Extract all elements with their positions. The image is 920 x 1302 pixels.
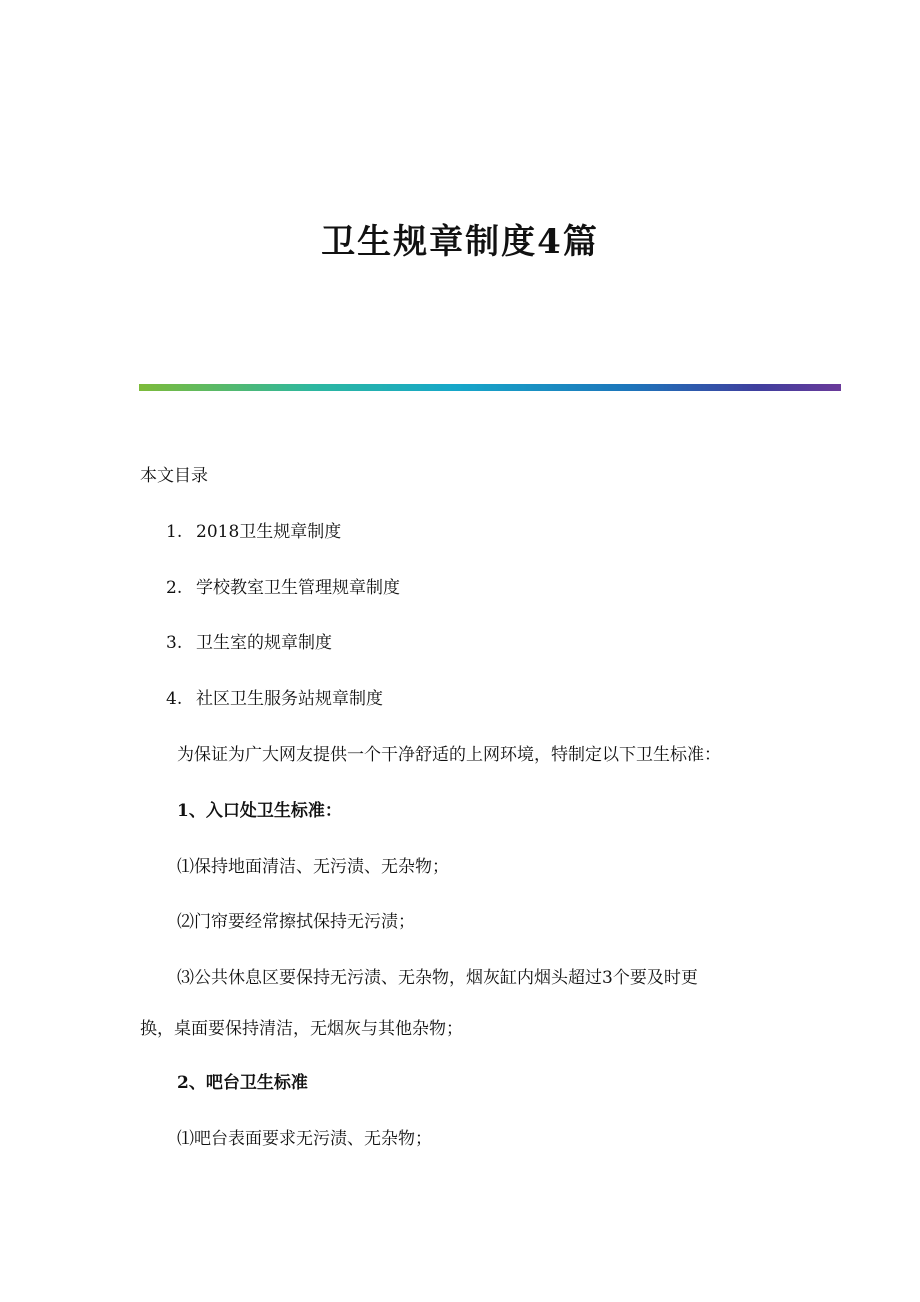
toc-item-number: 4. [166,689,183,709]
section-heading: 1、入口处卫生标准： [177,801,342,821]
body-paragraph: ⑴吧台表面要求无污渍、无杂物； [177,1129,432,1149]
toc-item-label: 社区卫生服务站规章制度 [196,689,383,709]
toc-item-label: 学校教室卫生管理规章制度 [196,578,400,598]
body-paragraph: ⑴保持地面清洁、无污渍、无杂物； [177,857,449,877]
intro-paragraph: 为保证为广大网友提供一个干净舒适的上网环境，特制定以下卫生标准： [177,745,721,765]
toc-item[interactable] [166,687,383,711]
body-paragraph: ⑶公共休息区要保持无污渍、无杂物，烟灰缸内烟头超过3个要及时更 [177,968,698,988]
toc-item-number: 3. [166,633,183,653]
gradient-divider [139,384,841,391]
body-paragraph-continuation: 换，桌面要保持清洁，无烟灰与其他杂物； [140,1019,463,1039]
toc-item-label: 卫生室的规章制度 [196,633,332,653]
toc-item[interactable] [166,631,332,655]
toc-item-label: 2018卫生规章制度 [196,522,342,542]
toc-item[interactable] [166,520,341,544]
section-heading: 2、吧台卫生标准 [177,1073,308,1093]
document-title: 卫生规章制度4篇 [321,222,599,262]
toc-item-number: 2. [166,578,183,598]
toc-item-number: 1. [166,522,183,542]
body-paragraph: ⑵门帘要经常擦拭保持无污渍； [177,912,415,932]
toc-heading: 本文目录 [140,466,208,486]
toc-item[interactable] [166,576,400,600]
